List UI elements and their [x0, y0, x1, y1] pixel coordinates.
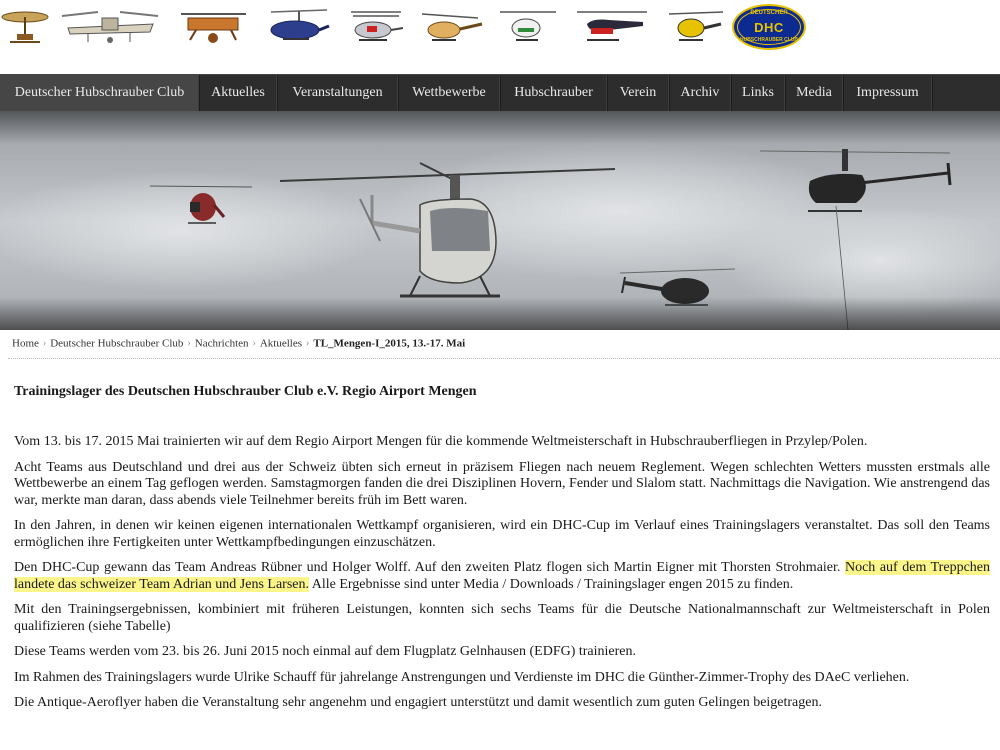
breadcrumb-nachrichten[interactable]: Nachrichten [194, 337, 249, 350]
nav-item-aktuelles[interactable]: Aktuelles [199, 75, 278, 111]
breadcrumb-separator-icon: › [187, 337, 191, 349]
gyrocopter-icon [265, 4, 333, 48]
article-paragraph: In den Jahren, in denen wir keinen eigenen internationalen Wettkampf organisieren, wird ein DHC-Cup im Verlauf eines Trainingslagers veranstaltet. Das soll den Teams ermöglichen ihre Fertigkeiten unter Wettkampfbedingungen einzuschätzen. [14, 518, 990, 550]
article-paragraph: Mit den Trainingsergebnissen, kombiniert mit früheren Leistungen, konnten sich sechs Teams für die Deutsche Nationalmannschaft zur Weltmeisterschaft in Polen qualifizieren (siehe Tabelle) [14, 602, 990, 634]
article-paragraph: Die Antique-Aeroflyer haben die Veranstaltung sehr angenehm und engagiert unterstützt und damit wesentlich zum guten Gelingen beigetragen. [14, 695, 822, 710]
vintage-rotorcraft-icon [176, 4, 251, 48]
nav-item-impressum[interactable]: Impressum [843, 75, 933, 111]
article-paragraph [14, 560, 990, 593]
article-title: Trainingslager des Deutschen Hubschrauber Club e.V. Regio Airport Mengen [14, 384, 477, 399]
badge-bottom-text: HUBSCHRAUBER CLUB [739, 37, 799, 43]
modern-helicopter-icon [573, 4, 653, 48]
da-vinci-screw-icon [0, 4, 50, 48]
header-icon-strip [0, 0, 1000, 62]
breadcrumb-aktuelles[interactable]: Aktuelles [259, 337, 303, 350]
main-navigation [0, 74, 1000, 111]
nav-item-wettbewerbe[interactable]: Wettbewerbe [398, 75, 501, 111]
helicopter-photo [0, 111, 1000, 330]
highlighted-text: Noch auf dem Treppchen landete das schweizer Team Adrian und Jens Larsen. [14, 560, 990, 592]
sport-helicopter-icon [667, 4, 725, 48]
breadcrumb-club[interactable]: Deutscher Hubschrauber Club [50, 337, 184, 350]
coaxial-helicopter-icon [347, 4, 405, 48]
breadcrumb-separator-icon: › [306, 337, 310, 349]
early-helicopter-icon [58, 4, 163, 48]
dhc-logo-badge[interactable] [732, 4, 806, 50]
header-banner-image [0, 111, 1000, 330]
article-body [14, 384, 990, 721]
badge-top-text: DEUTSCHER [750, 10, 788, 16]
green-helicopter-icon [498, 4, 558, 48]
paragraph-text: Alle Ergebnisse sind unter Media / Downloads / Trainingslager engen 2015 zu finden. [309, 576, 794, 592]
breadcrumb-divider [8, 358, 1000, 359]
breadcrumb-home[interactable]: Home [12, 337, 39, 350]
breadcrumb-current: TL_Mengen-I_2015, 13.-17. Mai [313, 337, 466, 350]
paragraph-text: Den DHC-Cup gewann das Team Andreas Rübner und Holger Wolff. Auf den zweiten Platz flogen sich Martin Eigner mit Thorsten Strohmaier. [14, 560, 845, 575]
breadcrumb [12, 337, 465, 349]
article-paragraph: Im Rahmen des Trainingslagers wurde Ulrike Schauff für jahrelange Anstrengungen und Verdienste im DHC die Günther-Zimmer-Trophy des DAeC verliehen. [14, 669, 910, 685]
breadcrumb-separator-icon: › [252, 337, 256, 349]
nav-item-archiv[interactable]: Archiv [669, 75, 732, 111]
nav-item-home[interactable]: Deutscher Hubschrauber Club [0, 75, 200, 111]
article-paragraph: Diese Teams werden vom 23. bis 26. Juni 2015 noch einmal auf dem Flugplatz Gelnhausen (EDFG) trainieren. [14, 644, 637, 659]
article-paragraph: Vom 13. bis 17. 2015 Mai trainierten wir auf dem Regio Airport Mengen für die kommende Weltmeisterschaft in Hubschrauberfliegen in Przylep/Polen. [14, 434, 868, 449]
breadcrumb-separator-icon: › [42, 337, 47, 349]
badge-center-text: DHC [754, 20, 784, 35]
article-paragraph: Acht Teams aus Deutschland und drei aus der Schweiz übten sich erneut in präzisem Fliegen nach neuem Reglement. Wegen schlechten Wetters mussten erstmals alle Wettbewerbe an einem Tag geflogen werden. Samstagmorgen fanden die drei Disziplinen Hovern, Fender und Slalom statt. Nachmittags die Navigation. Wie anstrengend das war, merkte man daran, dass abends viele Teilnehmer bereits früh im Bett waren. [14, 459, 990, 508]
nav-item-links[interactable]: Links [731, 75, 786, 111]
nav-item-veranstaltungen[interactable]: Veranstaltungen [277, 75, 399, 111]
nav-item-media[interactable]: Media [785, 75, 844, 111]
nav-item-verein[interactable]: Verein [607, 75, 670, 111]
yellow-helicopter-icon [418, 4, 486, 48]
nav-item-hubschrauber[interactable]: Hubschrauber [500, 75, 608, 111]
